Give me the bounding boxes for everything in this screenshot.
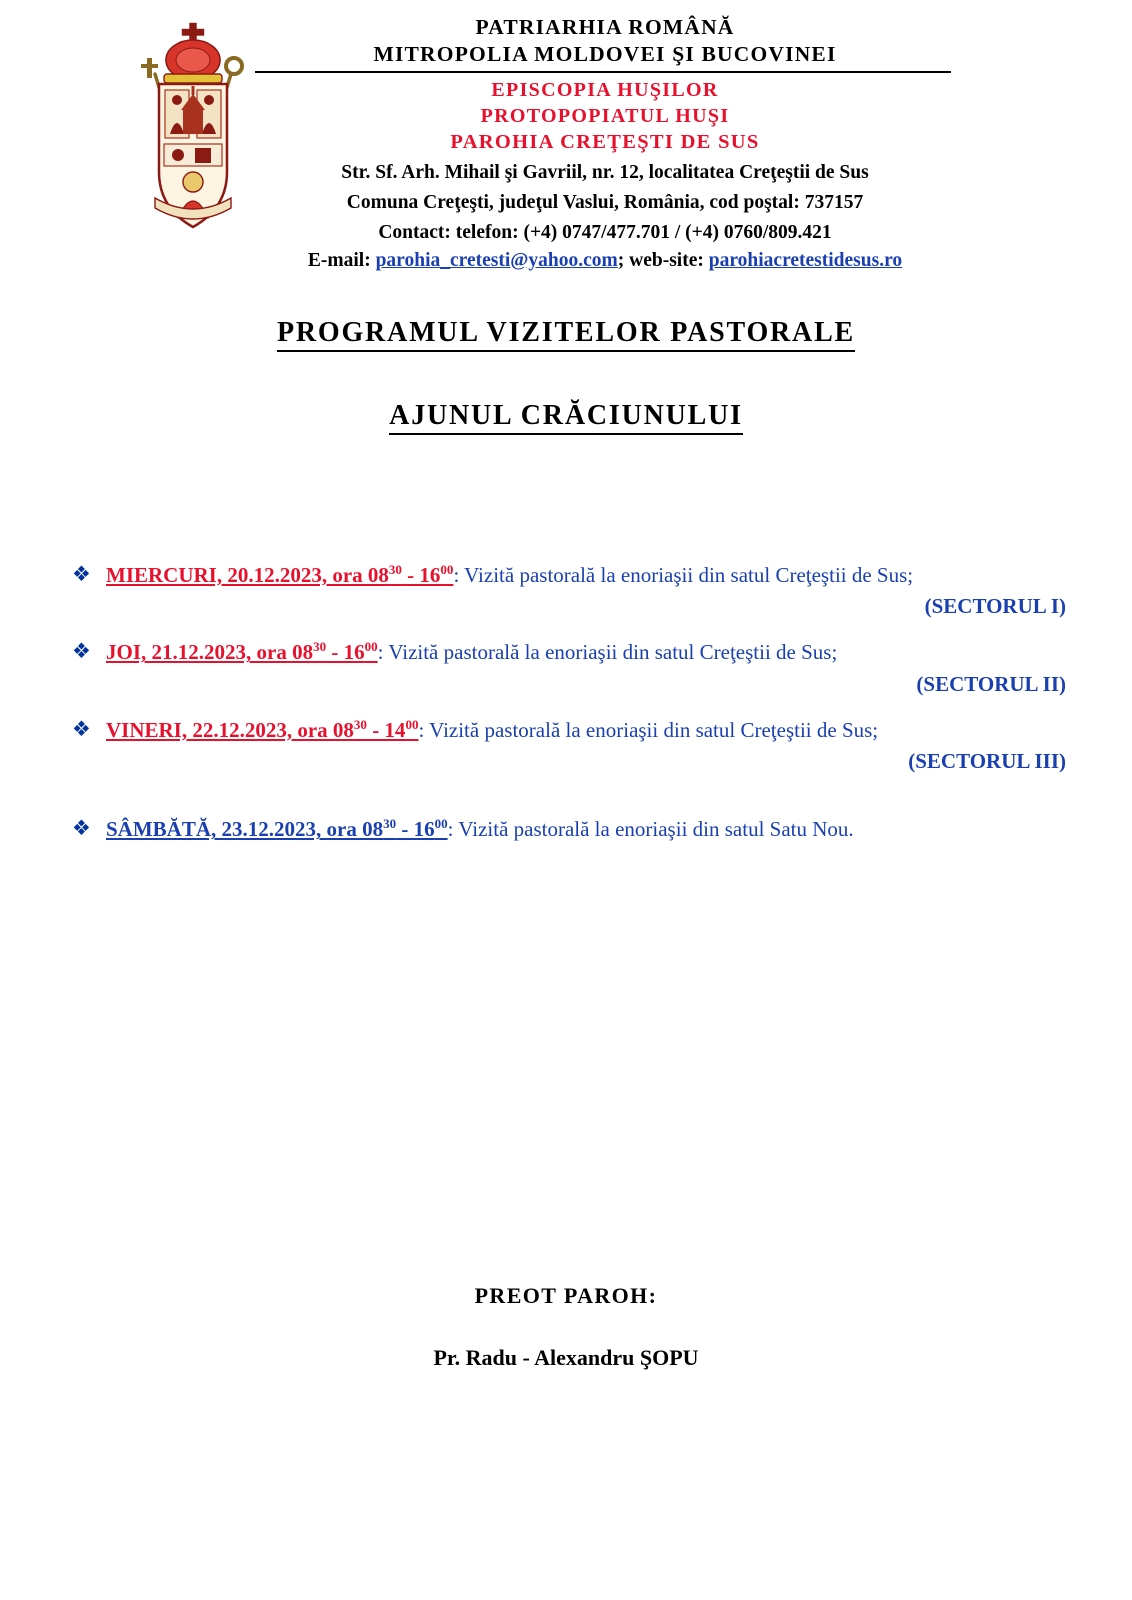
list-item: [72, 560, 1072, 619]
coat-of-arms-icon: [133, 22, 253, 237]
eparchy-line: EPISCOPIA HUŞILOR: [491, 79, 719, 102]
entry-sector: (SECTORUL III): [908, 749, 1066, 774]
signature-name: Pr. Radu - Alexandru ŞOPU: [433, 1345, 699, 1370]
signature-title: PREOT PAROH:: [474, 1283, 658, 1308]
header-text-block: [255, 14, 955, 274]
entry-date: MIERCURI, 20.12.2023, ora $08^{30} - 16^{00}$: [106, 562, 454, 587]
entry-separator: :: [418, 717, 425, 742]
deanery-line: PROTOPOPIATUL HUŞI: [480, 105, 730, 128]
page-title-text: PROGRAMUL VIZITELOR PASTORALE: [277, 317, 855, 352]
entry-sector: (SECTORUL II): [916, 671, 1066, 696]
diamond-bullet-icon: ❖: [72, 639, 91, 664]
diamond-bullet-icon: ❖: [72, 716, 91, 741]
website-link[interactable]: parohiacretestidesus.ro: [708, 249, 903, 271]
diamond-bullet-icon: ❖: [72, 562, 91, 586]
header-divider: [255, 71, 951, 73]
page-subtitle-text: AJUNUL CRĂCIUNULUI: [389, 400, 743, 435]
document-header: [0, 14, 1132, 271]
entry-body: [72, 715, 1072, 745]
entry-date: SÂMBĂTĂ, 23.12.2023, ora $08^{30} - 16^{00}$: [106, 816, 448, 842]
list-item: [72, 715, 1072, 774]
address-line-1: Str. Sf. Arh. Mihail şi Gavriil, nr. 12, localitatea Creţeştii de Sus: [341, 161, 869, 183]
parish-line: PAROHIA CREŢEŞTI DE SUS: [450, 131, 760, 154]
entry-description: Vizită pastorală la enoriaşii din satul Satu Nou.: [453, 817, 854, 842]
entry-date: JOI, 21.12.2023, ora $08^{30} - 16^{00}$: [106, 639, 378, 665]
schedule-list: [72, 560, 1072, 863]
entry-body: [72, 637, 1072, 667]
entry-separator: :: [377, 640, 384, 665]
entry-sector: (SECTORUL I): [924, 594, 1066, 619]
website-label: web-site:: [629, 249, 704, 271]
page-title: [0, 317, 1132, 349]
list-item: [72, 814, 1072, 844]
entry-date: VINERI, 22.12.2023, ora $08^{30} - 14^{00}$: [106, 716, 419, 742]
entry-body: [72, 560, 1072, 590]
entry-description: Vizită pastorală la enoriaşii din satul Creţeştii de Sus;: [424, 717, 879, 742]
entry-separator: :: [453, 563, 460, 587]
list-item: [72, 637, 1072, 696]
contact-line: Contact: telefon: (+4) 0747/477.701 / (+4) 0760/809.421: [378, 221, 832, 243]
address-line-2: Comuna Creţeşti, judeţul Vaslui, România, cod poştal: 737157: [346, 191, 864, 213]
page-subtitle: [0, 400, 1132, 432]
email-website-line: [255, 248, 955, 274]
email-separator: ;: [617, 249, 625, 271]
email-label: E-mail:: [307, 249, 371, 271]
entry-description: Vizită pastorală la enoriaşii din satul Creţeştii de Sus;: [383, 640, 838, 665]
entry-separator: :: [447, 817, 454, 842]
entry-description: Vizită pastorală la enoriaşii din satul Creţeştii de Sus;: [459, 563, 914, 587]
email-link[interactable]: parohia_cretesti@yahoo.com: [375, 249, 618, 271]
diamond-bullet-icon: ❖: [72, 816, 91, 841]
org-line-1: PATRIARHIA ROMÂNĂ: [475, 15, 735, 39]
org-line-2: MITROPOLIA MOLDOVEI ŞI BUCOVINEI: [373, 42, 837, 67]
entry-body: [72, 814, 1072, 844]
